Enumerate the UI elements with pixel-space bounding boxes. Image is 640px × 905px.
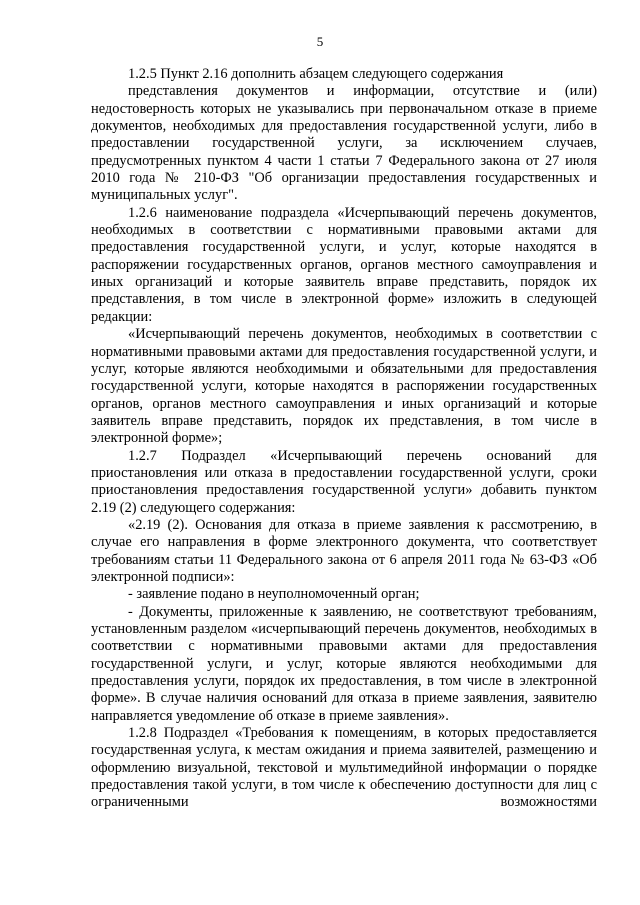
page-number: 5 bbox=[316, 34, 324, 49]
paragraph: - Документы, приложенные к заявлению, не соответствуют требованиям, установленным разделом «исчерпывающий перечень документов, необходимых в соответствии с нормативными правовыми актами для предоставления государственной услуги, и услуг, которые являются необходимыми для предоставления услуги, порядок их предоставления, в том числе в электронной форме». В случае наличия оснований для отказа в приеме заявления, заявителю направляется уведомление об отказе в приеме заявления». bbox=[91, 603, 597, 724]
paragraph: 1.2.6 наименование подраздела «Исчерпывающий перечень документов, необходимых в соответствии с нормативными правовыми актами для предоставления государственной услуги, и услуг, которые находятся в распоряжении государственных органов, органов местного самоуправления и иных организаций и которые заявитель вправе представить, порядок их представления, в том числе в электронной форме» изложить в следующей редакции: bbox=[91, 204, 597, 325]
paragraph: 1.2.7 Подраздел «Исчерпывающий перечень оснований для приостановления или отказа в предоставлении государственной услуги, сроки приостановления предоставления государственной услуги» добавить пунктом 2.19 (2) следующего содержания: bbox=[91, 447, 597, 516]
paragraph: «2.19 (2). Основания для отказа в приеме заявления к рассмотрению, в случае его направления в форме электронного документа, что соответствует требованиям статьи 11 Федерального закона от 6 апреля 2011 года № 63-ФЗ «Об электронной подписи»: bbox=[91, 516, 597, 585]
paragraph: «Исчерпывающий перечень документов, необходимых в соответствии с нормативными правовыми актами для предоставления государственной услуги, и услуг, которые являются необходимыми и обязательными для предоставления государственной услуги, которые находятся в распоряжении государственных органов, органов местного самоуправления и иных организаций и которые заявитель вправе представить, порядок их представления, в том числе в электронной форме»; bbox=[91, 326, 597, 447]
paragraph: 1.2.8 Подраздел «Требования к помещениям, в которых предоставляется государственная услуга, к местам ожидания и приема заявителей, размещению и оформлению визуальной, текстовой и мультимедийной информации о порядке предоставления такой услуги, в том числе к обеспечению доступности для лиц с ограниченными возможностями bbox=[91, 725, 597, 811]
paragraph: 1.2.5 Пункт 2.16 дополнить абзацем следующего содержания bbox=[128, 66, 504, 82]
paragraph: - заявление подано в неуполномоченный орган; bbox=[128, 586, 420, 603]
paragraph: представления документов и информации, отсутствие и (или) недостоверность которых не указывались при первоначальном отказе в приеме документов, необходимых для предоставления государственной услуги, либо в предоставлении государственной услуги, за исключением случаев, предусмотренных пунктом 4 части 1 статьи 7 Федерального закона от 27 июля 2010 года № 210-ФЗ "Об организации предоставления государственных и муниципальных услуг". bbox=[91, 83, 597, 204]
document-body bbox=[91, 66, 597, 812]
